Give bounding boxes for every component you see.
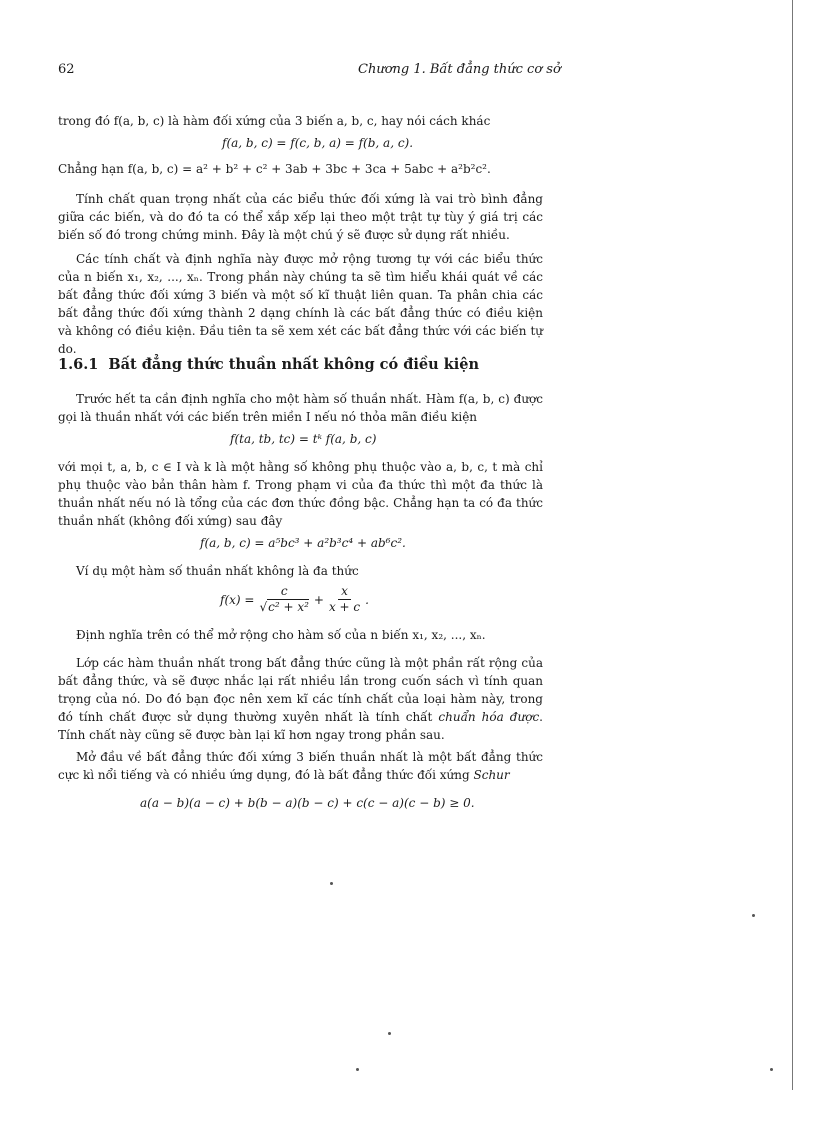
- paragraph-homogeneous-class-tail: . Tính chất này cũng sẽ được bàn lại kĩ hơn ngay trong phần sau.: [58, 710, 543, 742]
- fraction-first-denominator: √c² + x²: [259, 600, 309, 614]
- scan-page-edge: [792, 0, 793, 1090]
- paragraph-homogeneous-class-text: Lớp các hàm thuần nhất trong bất đẳng thức cũng là một phần rất rộng của bất đẳng thức, và sẽ được nhắc lại rất nhiều lần trong cuốn sách vì tính quan trọng của nó. Do đó bạn đọc nên xem kĩ các tính chất của loại hàm này, trong đó tính chất được sử dụng thường xuyên nhất là tính chất: [58, 656, 543, 724]
- paragraph-schur-intro: [58, 748, 543, 784]
- scan-speck: [752, 914, 755, 917]
- scan-speck: [770, 1068, 773, 1071]
- paragraph-homogeneous-detail: với mọi t, a, b, c ∈ I và k là một hằng số không phụ thuộc vào a, b, c, t mà chỉ phụ thuộc vào bản thân hàm f. Trong phạm vi của đa thức thì một đa thức là thuần nhất nếu nó là tổng của các đơn thức đồng bậc. Chẳng hạn ta có đa thức thuần nhất (không đối xứng) sau đây: [58, 460, 543, 528]
- plus-sign: +: [313, 592, 324, 607]
- equation-fraction-lhs: f(x) =: [220, 592, 255, 607]
- paragraph-homogeneous-def: Trước hết ta cần định nghĩa cho một hàm số thuần nhất. Hàm f(a, b, c) được gọi là thuần nhất với các biến trên miền I nếu nó thỏa mãn điều kiện: [58, 392, 543, 424]
- running-head: Chương 1. Bất đẳng thức cơ sở: [358, 62, 561, 77]
- page-number: 62: [58, 62, 75, 77]
- paragraph-schur-text: Mở đầu về bất đẳng thức đối xứng 3 biến thuần nhất là một bất đẳng thức cực kì nổi tiếng và có nhiều ứng dụng, đó là bất đẳng thức đối xứng: [58, 750, 543, 782]
- fraction-second-numerator: x: [338, 584, 351, 600]
- scan-speck: [356, 1068, 359, 1071]
- paragraph-n-variables: Định nghĩa trên có thể mở rộng cho hàm số của n biến x₁, x₂, ..., xₙ.: [76, 628, 486, 642]
- scan-speck: [388, 1032, 391, 1035]
- equation-polynomial: f(a, b, c) = a⁵bc³ + a²b³c⁴ + ab⁶c².: [200, 536, 406, 550]
- equation-homogeneous: f(ta, tb, tc) = tᵏ f(a, b, c): [230, 432, 377, 446]
- paragraph-intro: trong đó f(a, b, c) là hàm đối xứng của 3 biến a, b, c, hay nói cách khác: [58, 114, 491, 128]
- paragraph-property: Tính chất quan trọng nhất của các biểu thức đối xứng là vai trò bình đẳng giữa các biến, và do đó ta có thể xắp xếp lại theo một trật tự tùy ý giá trị các biến số đó trong chứng minh. Đây là một chú ý sẽ được sử dụng rất nhiều.: [58, 192, 543, 242]
- emphasis-normalizable: chuẩn hóa được: [438, 710, 540, 724]
- fraction-first-numerator: c: [278, 584, 291, 600]
- fraction-first: [256, 584, 311, 615]
- paragraph-homogeneous-class: [58, 654, 543, 744]
- equation-end-period: .: [365, 592, 369, 607]
- paragraph-example: Chẳng hạn f(a, b, c) = a² + b² + c² + 3ab + 3bc + 3ca + 5abc + a²b²c².: [58, 162, 491, 176]
- fraction-second-denominator: x + c: [328, 600, 361, 614]
- equation-symmetry: f(a, b, c) = f(c, b, a) = f(b, a, c).: [222, 136, 414, 150]
- section-heading: [58, 356, 479, 373]
- sqrt-radicand: c² + x²: [268, 600, 309, 614]
- equation-fraction: [220, 584, 369, 615]
- scan-speck: [330, 882, 333, 885]
- section-number: 1.6.1: [58, 356, 99, 373]
- emphasis-schur: Schur: [473, 768, 510, 782]
- section-title: Bất đẳng thức thuần nhất không có điều kiện: [108, 356, 480, 373]
- equation-schur: a(a − b)(a − c) + b(b − a)(b − c) + c(c − a)(c − b) ≥ 0.: [140, 796, 475, 810]
- paragraph-extension: Các tính chất và định nghĩa này được mở rộng tương tự với các biểu thức của n biến x₁, x₂, ..., xₙ. Trong phần này chúng ta sẽ tìm hiểu khái quát về các bất đẳng thức đối xứng 3 biến và một số kĩ thuật liên quan. Ta phân chia các bất đẳng thức đối xứng thành 2 dạng chính là các bất đẳng thức có điều kiện và không có điều kiện. Đầu tiên ta sẽ xem xét các bất đẳng thức với các biến tự do.: [58, 252, 543, 356]
- fraction-second: [326, 584, 363, 615]
- paragraph-nonpoly-example: Ví dụ một hàm số thuần nhất không là đa thức: [76, 564, 359, 578]
